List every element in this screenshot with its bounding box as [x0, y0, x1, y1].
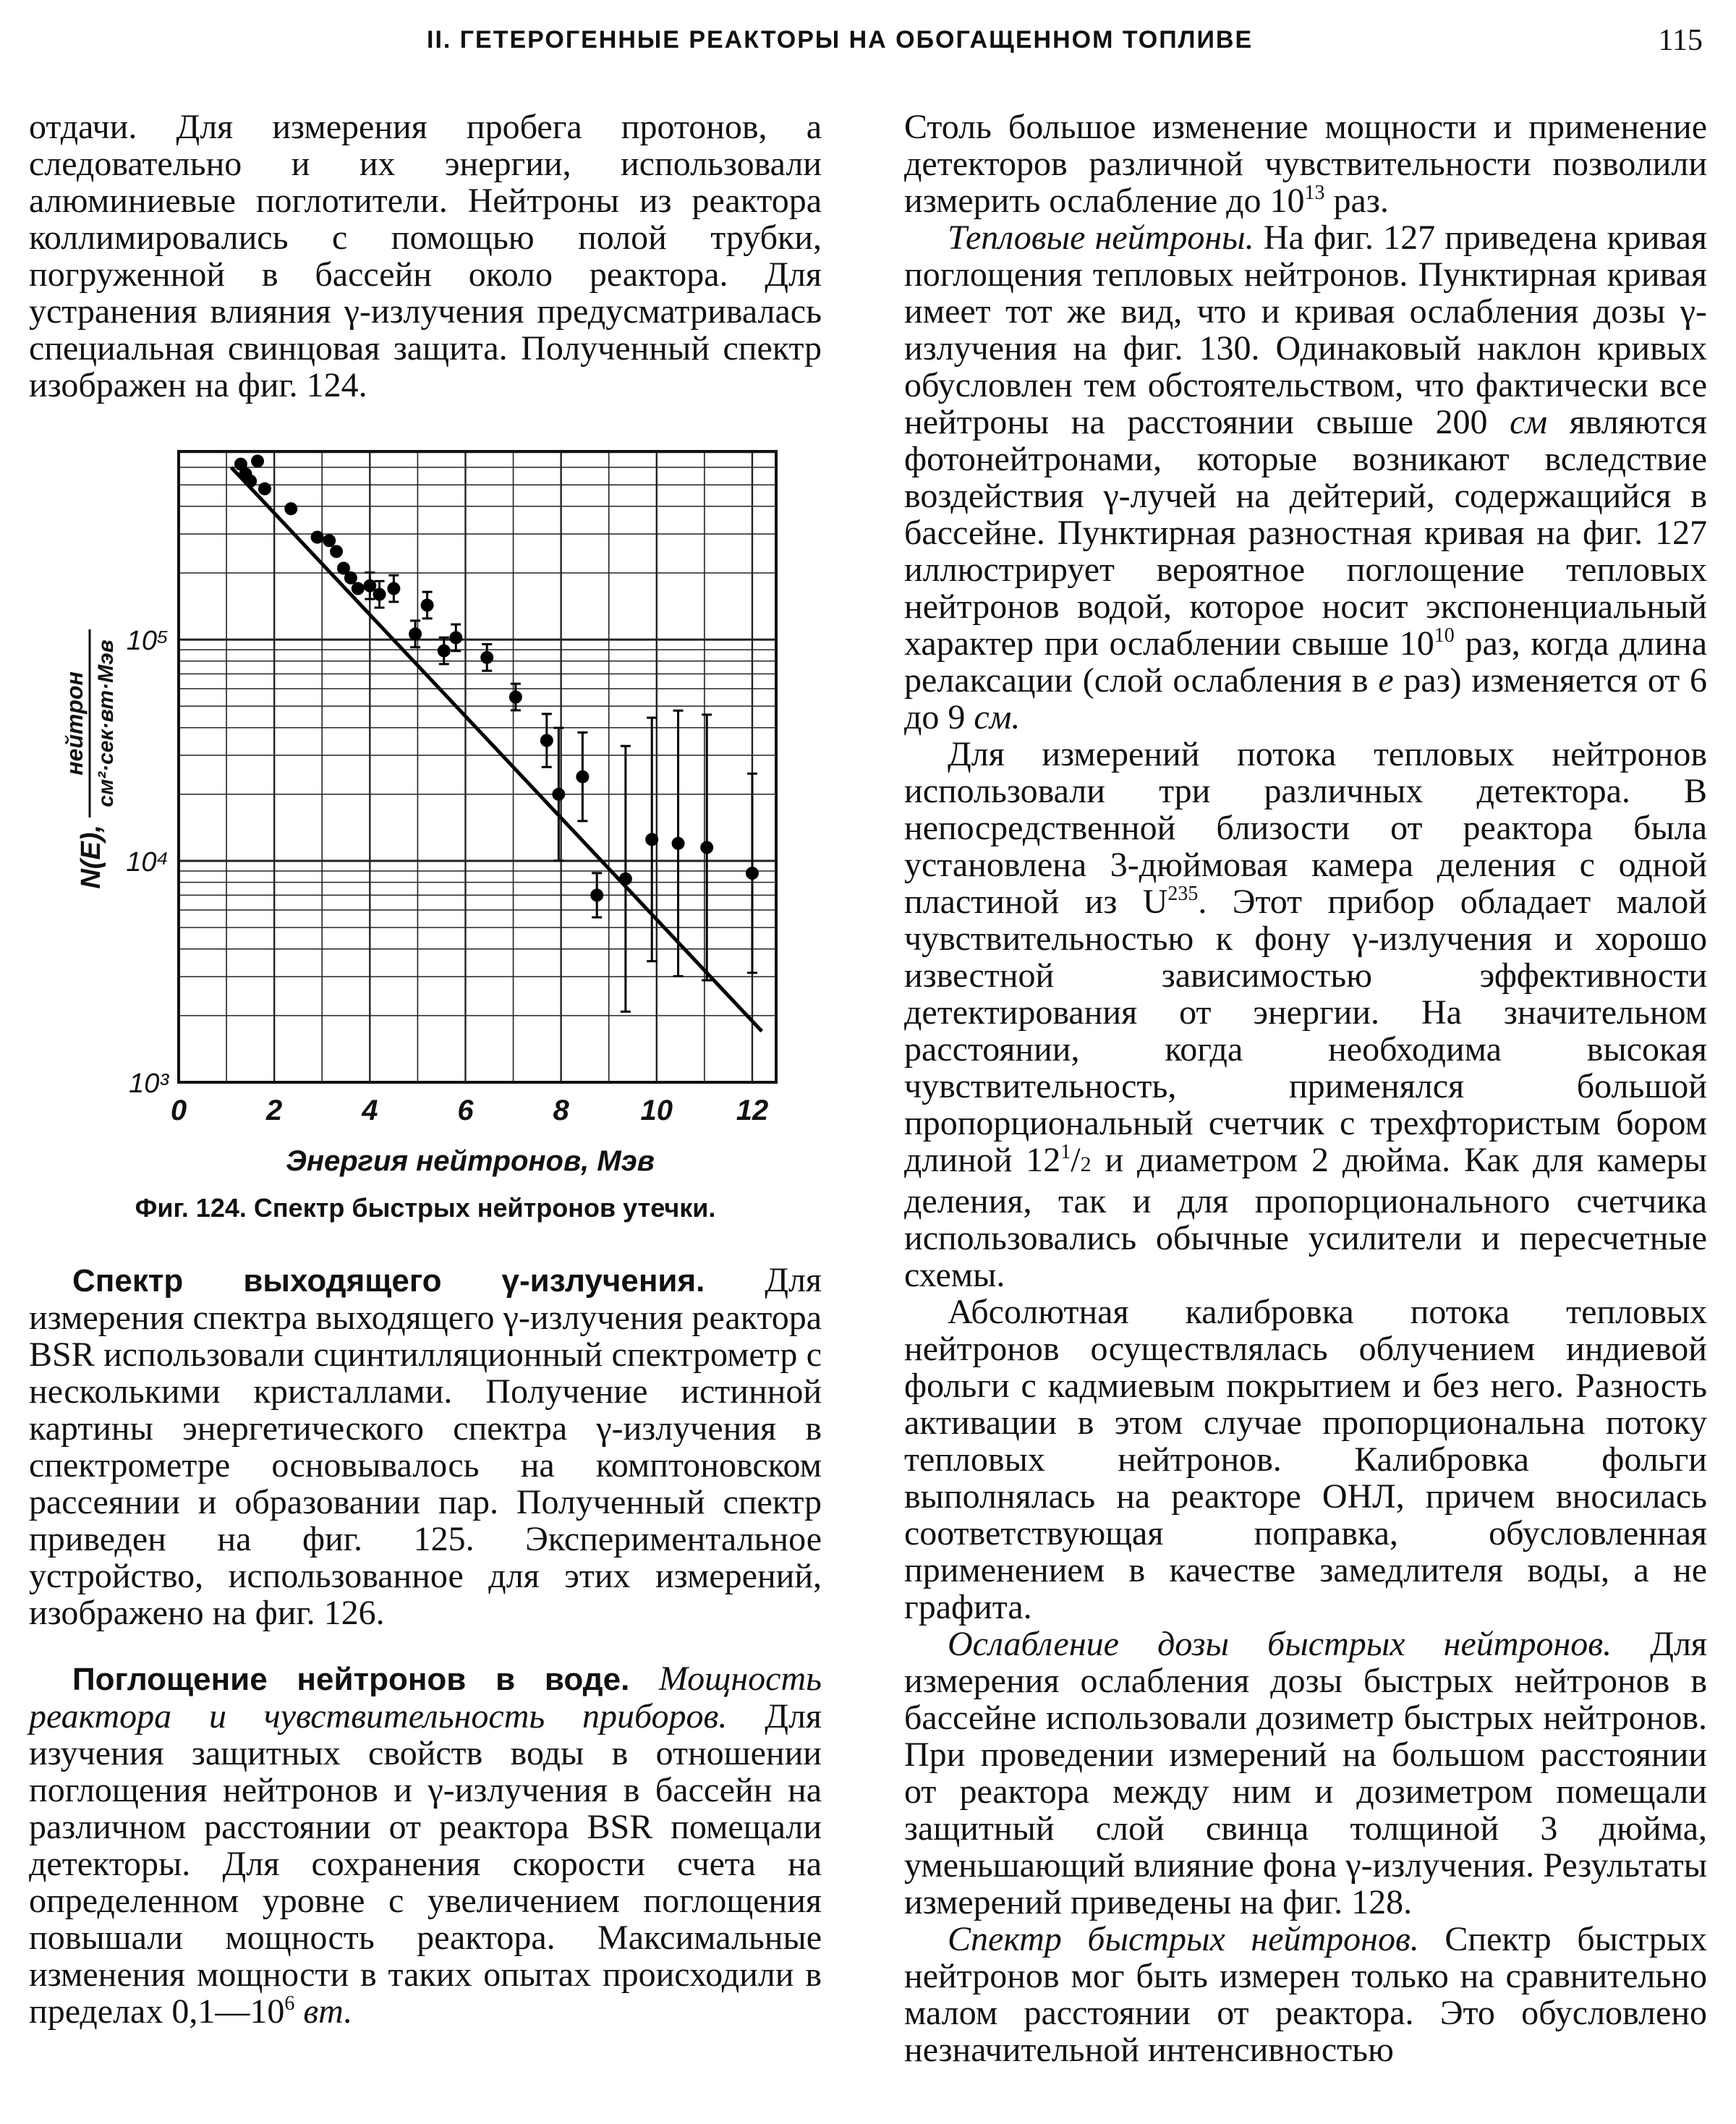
data-point	[323, 534, 336, 547]
data-point	[373, 588, 386, 601]
data-point	[540, 734, 553, 747]
data-point	[330, 545, 343, 558]
right-column	[904, 109, 1707, 2068]
data-point	[509, 691, 522, 704]
neutron-spectrum-chart	[29, 422, 822, 1182]
x-tick-label: 4	[362, 1095, 378, 1126]
plot-frame	[179, 451, 776, 1082]
paragraph-attenuation	[904, 109, 1707, 219]
paragraph-intro: отдачи. Для измерения пробега протонов, а следовательно и их энергии, использовали алюминиевые поглотители. Нейтроны из реактора коллимировались с помощью полой трубки, погруженной в бассейн около реактора. Для устранения влияния γ-излучения предусматривалась специальная свинцовая защита. Полученный спектр изображен на фиг. 124.	[29, 108, 822, 404]
detectors-text-c: и диаметром 2 дюйма. Как для камеры деления, так и для пропорционального счетчика использовались обычные усилители и пересчетные схемы.	[904, 1141, 1708, 1294]
fit-line	[231, 467, 762, 1032]
y-tick-label: 10⁴	[126, 847, 169, 878]
y-axis-label-denominator: см²·сек·вт·Мэв	[94, 640, 118, 807]
data-point	[244, 475, 257, 488]
thermal-unit-cm: см	[1510, 403, 1548, 441]
data-point	[387, 582, 400, 595]
data-point	[284, 502, 297, 515]
thermal-exponent: 10	[1434, 624, 1455, 647]
thermal-text-b: являются фотонейтронами, которые возникают вследствие воздействия γ-лучей на дейтерий, содержащийся в бассейне. Пунктирная разностная кривая на фиг. 127 иллюстрирует вероятное поглощение тепловых нейтронов водой, которое носит экспоненциальный характер при ослаблении свыше 10	[904, 403, 1708, 663]
attenuation-exponent: 13	[1304, 182, 1325, 204]
uranium-isotope: 235	[1167, 883, 1199, 905]
thermal-e: e	[1378, 661, 1394, 700]
data-point	[438, 645, 451, 658]
y-tick-label: 10⁵	[126, 626, 169, 657]
thermal-text-c: раз, когда длина релаксации (слой ослабления в	[904, 624, 1708, 700]
y-tick-label: 10³	[129, 1069, 169, 1099]
paragraph-thermal-neutrons	[904, 219, 1707, 736]
chart-axes	[179, 451, 776, 1082]
running-title: II. ГЕТЕРОГЕННЫЕ РЕАКТОРЫ НА ОБОГАЩЕННОМ ТОПЛИВЕ	[427, 26, 1254, 54]
section-gamma-title: Спектр выходящего γ-излучения.	[72, 1263, 705, 1299]
figure-124	[29, 422, 822, 1233]
fast-dose-text: Для измерения ослабления дозы быстрых нейтронов в бассейне использовали дозиметр быстрых нейтронов. При проведении измерений на большом расстоянии от реактора между ним и дозиметром помещали защитный слой свинца толщиной 3 дюйма, уменьшающий влияние фона γ-излучения. Результаты измерений приведены на фиг. 128.	[904, 1625, 1707, 1921]
data-point	[449, 631, 462, 644]
chart-grid	[179, 451, 776, 1082]
power-exponent: 6	[284, 1992, 295, 2015]
data-point	[251, 454, 264, 467]
section-water-title: Поглощение нейтронов в воде.	[72, 1662, 630, 1697]
data-point	[552, 788, 565, 801]
x-tick-label: 8	[553, 1095, 569, 1126]
page-header	[0, 26, 1736, 69]
section-water-text: Для изучения защитных свойств воды в отношении поглощения нейтронов и γ-излучения в бассейн на различном расстоянии от реактора BSR помещали детекторы. Для сохранения скорости счета на определенном уровне с увеличением поглощения повышали мощность реактора. Максимальные изменения мощности в таких опытах происходили в пределах 0,1—10	[29, 1697, 822, 2031]
fraction-denominator: 2	[1080, 1152, 1092, 1176]
section-gamma-spectrum	[29, 1262, 822, 1631]
y-axis-label-main: N(E),	[76, 825, 106, 889]
x-tick-label: 2	[266, 1095, 283, 1126]
data-point	[672, 837, 685, 850]
data-point	[344, 572, 357, 585]
figure-caption: Фиг. 124. Спектр быстрых нейтронов утечки.	[135, 1193, 716, 1223]
data-point	[258, 483, 271, 496]
x-axis-label: Энергия нейтронов, Мэв	[286, 1145, 655, 1177]
fast-spectrum-title: Спектр быстрых нейтронов.	[948, 1920, 1419, 1958]
data-point	[311, 531, 324, 544]
power-unit: вт.	[294, 1992, 353, 2031]
fraction-numerator: 1	[1060, 1141, 1071, 1163]
data-point	[576, 770, 589, 783]
data-point	[590, 888, 603, 901]
data-point	[645, 833, 658, 846]
paragraph-calibration: Абсолютная калибровка потока тепловых нейтронов осуществлялась облучением индиевой фольги с кадмиевым покрытием и без него. Разность активации в этом случае пропорциональна потоку тепловых нейтронов. Калибровка фольги выполнялась на реакторе ОНЛ, причем вносилась соответствующая поправка, обусловленная применением в качестве замедлителя воды, а не графита.	[904, 1293, 1707, 1626]
x-tick-label: 12	[736, 1095, 769, 1126]
left-column	[29, 109, 822, 2030]
paragraph-fast-dose	[904, 1626, 1707, 1921]
thermal-unit-cm-end: см.	[974, 698, 1021, 736]
x-tick-label: 6	[457, 1095, 474, 1126]
y-axis-label-numerator: нейтрон	[61, 671, 88, 776]
x-tick-label: 10	[640, 1095, 673, 1126]
data-point	[746, 867, 759, 880]
section-water-subtitle: Мощность реактора и чувствительность приборов.	[29, 1660, 822, 1736]
detectors-text-a: Для измерений потока тепловых нейтронов использовали три различных детектора. В непосредственной близости от реактора была установлена 3-дюймовая камера деления с одной пластиной из U	[904, 735, 1707, 921]
detectors-text-b: . Этот прибор обладает малой чувствительностью к фону γ-излучения и хорошо известной зависимостью эффективности детектирования от энергии. На значительном расстоянии, когда необходима высокая чувствительность, применялся большой пропорциональный счетчик с трехфтористым бором длиной 12	[904, 883, 1707, 1179]
paragraph-fast-spectrum	[904, 1921, 1707, 2068]
section-water-absorption	[29, 1660, 822, 2030]
data-point	[421, 599, 434, 612]
attenuation-tail: раз.	[1324, 182, 1389, 220]
chart-labels	[61, 626, 768, 1177]
paragraph-detectors: Для измерений потока тепловых нейтронов использовали три различных детектора. В непосредственной близости от реактора была установлена 3-дюймовая камера деления с одной пластиной из $U^{235}$. Этот прибор обладает малой чувствительностью к фону γ-излучения и хорошо известной зависимостью эффективности детектирования от энергии. На значительном расстоянии, когда необходима высокая чувствительность, применялся большой пропорциональный счетчик с трехфтористым бором длиной $12^1/2$ и диаметром 2 дюйма. Как для камеры деления, так и для пропорционального счетчика использовались обычные усилители и пересчетные схемы.	[904, 735, 1708, 1294]
thermal-text-a: На фиг. 127 приведена кривая поглощения тепловых нейтронов. Пунктирная кривая имеет тот же вид, что и кривая ослабления дозы γ-излучения на фиг. 130. Одинаковый наклон кривых обусловлен тем обстоятельством, что фактически все нейтроны на расстоянии свыше 200	[904, 218, 1708, 441]
section-gamma-text: Для измерения спектра выходящего γ-излучения реактора BSR использовали сцинтилляционный спектрометр с несколькими кристаллами. Получение истинной картины энергетического спектра γ-излучения в спектрометре основывалось на комптоновском рассеянии и образовании пар. Полученный спектр приведен на фиг. 125. Экспериментальное устройство, использованное для этих измерений, изображено на фиг. 126.	[29, 1261, 822, 1632]
data-point	[700, 841, 713, 854]
thermal-text-d: раз) изменяется от 6 до 9	[904, 661, 1707, 736]
chart-marks	[231, 454, 762, 1031]
fast-dose-title: Ослабление дозы быстрых нейтронов.	[948, 1625, 1612, 1663]
fast-spectrum-text: Спектр быстрых нейтронов мог быть измерен только на сравнительно малом расстоянии от реактора. Это обусловлено незначительной интенсивностью	[904, 1920, 1707, 2069]
y-axis-label	[61, 629, 118, 889]
page-number: 115	[1658, 24, 1703, 57]
data-point	[352, 582, 365, 595]
data-point	[480, 651, 493, 664]
thermal-title: Тепловые нейтроны.	[948, 218, 1254, 257]
attenuation-text: Столь большое изменение мощности и применение детекторов различной чувствительности позволили измерить ослабление до 10	[904, 108, 1707, 220]
data-point	[409, 627, 422, 640]
x-tick-label: 0	[170, 1095, 187, 1126]
data-point	[619, 872, 632, 885]
